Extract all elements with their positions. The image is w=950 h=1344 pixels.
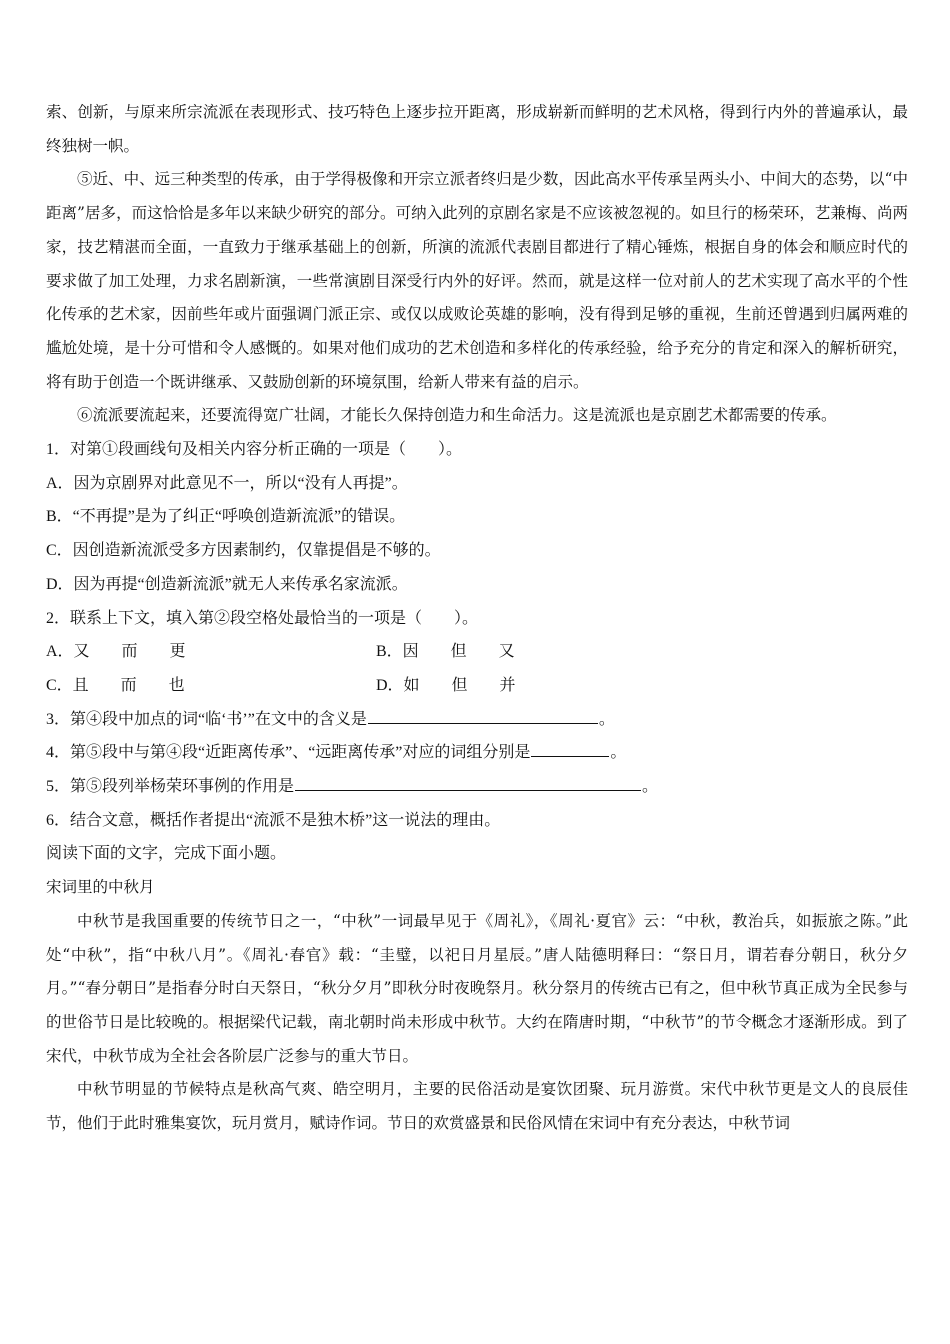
reading-instruction: 阅读下面的文字，完成下面小题。 (46, 845, 287, 863)
question-2-options-row-2 (46, 669, 908, 703)
question-5-end: 。 (642, 778, 659, 796)
question-3 (46, 703, 908, 737)
question-1-option-d: D．因为再提“创造新流派”就无人来传承名家流派。 (46, 575, 408, 593)
question-1-option-a: A．因为京剧界对此意见不一，所以“没有人再提”。 (46, 474, 408, 492)
article-title: 宋词里的中秋月 (46, 878, 155, 897)
document-page (46, 96, 908, 1141)
answer-blank-5 (295, 774, 641, 791)
question-2-option-d: D．如 但 并 (376, 676, 516, 694)
question-4 (46, 736, 908, 770)
question-3-end: 。 (598, 710, 615, 728)
question-5 (46, 770, 908, 804)
question-2: 2．联系上下文，填入第②段空格处最恰当的一项是（ ）。 (46, 609, 479, 627)
question-2-option-a: A．又 而 更 (46, 643, 186, 661)
question-1-option-c: C．因创造新流派受多方因素制约，仅靠提倡是不够的。 (46, 542, 441, 560)
question-2-option-c: C．且 而 也 (46, 676, 185, 694)
passage-paragraph-6: ⑥流派要流起来，还要流得宽广壮阔，才能长久保持创造力和生命活力。这是流派也是京剧艺术都需要的传承。 (77, 406, 837, 425)
answer-blank-3 (368, 707, 598, 724)
question-1-option-b: B．“不再提”是为了纠正“呼唤创造新流派”的错误。 (46, 508, 406, 526)
question-2-option-b: B．因 但 又 (376, 643, 515, 661)
question-2-options-row-1 (46, 635, 908, 669)
article-paragraph-1: 中秋节是我国重要的传统节日之一，“中秋”一词最早见于《周礼》，《周礼·夏官》云：“中秋，教治兵，如振旅之陈。”此处“中秋”，指“中秋八月”。《周礼·春官》载：“圭璧，以祀日月星辰。”唐人陆德明释曰：“祭日月，谓若春分朝日，秋分夕月。”“春分朝日”是指春分时白天祭日，“秋分夕月”即秋分时夜晚祭月。秋分祭月的传统古已有之，但中秋节真正成为全民参与的世俗节日是比较晚的。根据梁代记载，南北朝时尚未形成中秋节。大约在隋唐时期，“中秋节”的节令概念才逐渐形成。到了宋代，中秋节成为全社会各阶层广泛参与的重大节日。 (46, 911, 908, 1065)
question-4-text: 4．第⑤段中与第④段“近距离传承”、“远距离传承”对应的词组分别是 (46, 744, 531, 762)
passage-paragraph-5: ⑤近、中、远三种类型的传承，由于学得极像和开宗立派者终归是少数，因此高水平传承呈两头小、中间大的态势，以“中距离”居多，而这恰恰是多年以来缺少研究的部分。可纳入此列的京剧名家是不应该被忽视的。如旦行的杨荣环，艺兼梅、尚两家，技艺精湛而全面，一直致力于继承基础上的创新，所演的流派代表剧目都进行了精心锤炼，根据自身的体会和顺应时代的要求做了加工处理，力求名剧新演，一些常演剧目深受行内外的好评。然而，就是这样一位对前人的艺术实现了高水平的个性化传承的艺术家，因前些年或片面强调门派正宗、或仅以成败论英雄的影响，没有得到足够的重视，生前还曾遇到归属两难的尴尬处境，是十分可惜和令人感慨的。如果对他们成功的艺术创造和多样化的传承经验，给予充分的肯定和深入的解析研究，将有助于创造一个既讲继承、又鼓励创新的环境氛围，给新人带来有益的启示。 (46, 170, 908, 391)
passage-paragraph-4-tail: 索、创新，与原来所宗流派在表现形式、技巧特色上逐步拉开距离，形成崭新而鲜明的艺术风格，得到行内外的普遍承认，最终独树一帜。 (46, 103, 908, 155)
question-1: 1．对第①段画线句及相关内容分析正确的一项是（ ）。 (46, 441, 463, 459)
article-paragraph-2: 中秋节明显的节候特点是秋高气爽、皓空明月，主要的民俗活动是宴饮团聚、玩月游赏。宋代中秋节更是文人的良辰佳节，他们于此时雅集宴饮，玩月赏月，赋诗作词。节日的欢赏盛景和民俗风情在宋词中有充分表达，中秋节词 (46, 1080, 908, 1133)
answer-blank-4 (531, 740, 609, 757)
question-4-end: 。 (610, 744, 627, 762)
question-3-text: 3．第④段中加点的词“临‘书’”在文中的含义是 (46, 710, 367, 728)
question-5-text: 5．第⑤段列举杨荣环事例的作用是 (46, 778, 295, 796)
question-6: 6．结合文意，概括作者提出“流派不是独木桥”这一说法的理由。 (46, 811, 501, 829)
